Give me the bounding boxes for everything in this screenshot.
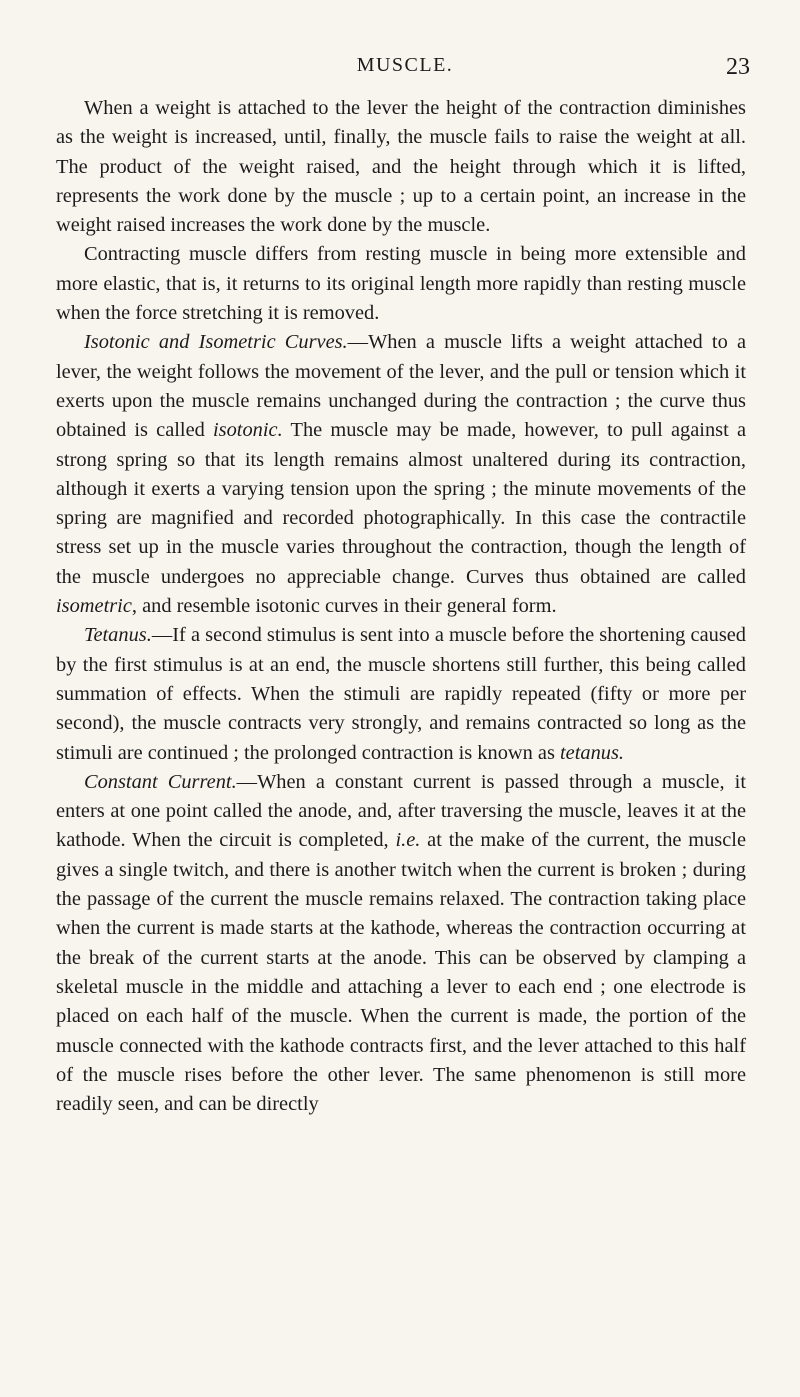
paragraph-isotonic-isometric — [56, 328, 746, 621]
body-text — [56, 94, 746, 1119]
paragraph-text: —When a muscle lifts a weight attached to a lever, the weight follows the movement of the lever, and the pull or tension which it exerts upon the muscle remains unchanged during the contraction ; the curve thus obtained is called — [56, 331, 746, 442]
italic-term: i.e. — [395, 829, 421, 852]
paragraph-text: Contracting muscle differs from resting muscle in being more extensible and more elastic, that is, it returns to its original length more rapidly than resting muscle when the force stretching it is removed. — [56, 243, 746, 325]
paragraph-contracting-muscle — [56, 240, 746, 328]
paragraph-text: When a weight is attached to the lever the height of the contraction diminishes as the weight is increased, until, finally, the muscle fails to raise the weight at all. The product of the weight raised, and the height through which it is lifted, represents the work done by the muscle ; up to a certain point, an increase in the weight raised increases the work done by the muscle. — [56, 97, 746, 237]
paragraph-text: The muscle may be made, however, to pull against a strong spring so that its length remains almost unaltered during its contraction, although it exerts a varying tension upon the spring ; the minute movements of the spring are magnified and recorded photographically. In this case the contractile stress set up in the muscle varies throughout the contraction, though the length of the muscle undergoes no appreciable change. Curves thus obtained are called — [56, 419, 746, 588]
section-heading: Tetanus. — [84, 624, 152, 647]
paragraph-text: at the make of the current, the muscle gives a single twitch, and there is another twitch when the current is broken ; during the passage of the current the muscle remains relaxed. The contraction taking place when the current is made starts at the kathode, whereas the contraction occurring at the break of the current starts at the anode. This can be observed by clamping a skeletal muscle in the middle and attaching a lever to each end ; one electrode is placed on each half of the muscle. When the current is made, the portion of the muscle connected with the kathode contracts first, and the lever attached to this half of the muscle rises before the other lever. The same phenomenon is still more readily seen, and can be directly — [56, 829, 747, 1116]
paragraph-weight-work — [56, 94, 746, 240]
paragraph-constant-current — [56, 768, 746, 1120]
paragraph-text: , and resemble isotonic curves in their general form. — [131, 595, 557, 618]
paragraph-tetanus — [56, 621, 746, 767]
page-number: 23 — [726, 54, 750, 80]
paragraph-text: —If a second stimulus is sent into a muscle before the shortening caused by the first stimulus is at an end, the muscle shortens still further, this being called summation of effects. When the stimuli are rapidly repeated (fifty or more per second), the muscle contracts very strongly, and remains contracted so long as the stimuli are continued ; the prolonged contraction is known as — [56, 624, 746, 764]
italic-term: isometric — [56, 595, 132, 618]
running-title: MUSCLE. — [356, 54, 454, 76]
paragraph-text: —When a constant current is passed through a muscle, it enters at one point called the anode, and, after traversing the muscle, leaves it at the kathode. When the circuit is completed, — [56, 770, 746, 852]
italic-term: isotonic. — [213, 419, 283, 442]
running-head — [60, 50, 750, 80]
section-heading: Isotonic and Isometric Curves. — [84, 331, 348, 354]
section-heading: Constant Current. — [84, 770, 237, 793]
italic-term: tetanus. — [560, 741, 624, 764]
